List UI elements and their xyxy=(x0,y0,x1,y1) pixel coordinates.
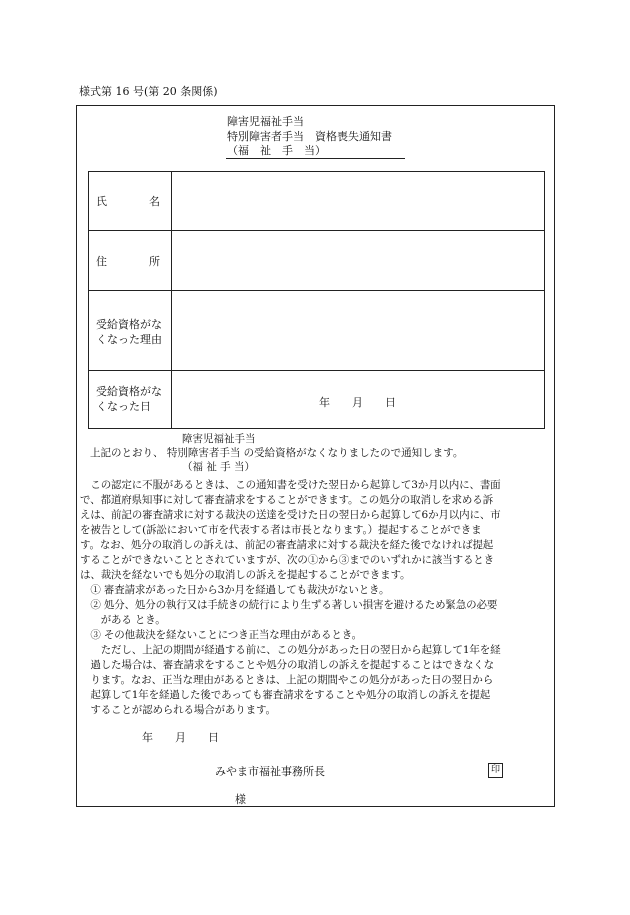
notice-line-3: （福 祉 手 当） xyxy=(182,461,256,473)
notice-text xyxy=(90,432,463,474)
date-label-line-1: 受給資格がな xyxy=(96,385,162,398)
title-line-1: 障害児福祉手当 xyxy=(227,115,304,128)
notice-line-2: 上記のとおり、 特別障害者手当 の受給資格がなくなりましたので通知します。 xyxy=(90,447,464,459)
table-column-divider xyxy=(171,172,172,428)
appeal-line: 過した場合は、審査請求をすることや処分の取消しの訴えを提起することはできなくな xyxy=(80,659,494,671)
row-divider xyxy=(89,370,544,371)
name-label-text-char: 名 xyxy=(149,195,160,208)
appeal-line: す。なお、処分の取消しの訴えは、前記の審査請求に対する裁決を経た後でなければ提起 xyxy=(80,539,494,551)
appeal-line: 起算して1年を経過した後であっても審査請求をすることや処分の取消しの訴えを提起 xyxy=(80,689,491,701)
addressee-suffix: 様 xyxy=(235,793,246,806)
title-underline xyxy=(226,158,405,159)
appeal-line: ただし、上記の期間が経過する前に、この処分があった日の翌日から起算して1年を経 xyxy=(80,644,501,656)
date-label-line-2: くなった日 xyxy=(96,400,151,413)
reason-label xyxy=(96,317,162,347)
notice-line-1: 障害児福祉手当 xyxy=(182,433,256,445)
appeal-line: で、都道府県知事に対して審査請求をすることができます。この処分の取消しを求める訴 xyxy=(80,494,493,506)
title-line-3: （福 祉 手 当） xyxy=(227,144,326,157)
seal-mark: 印 xyxy=(488,763,503,778)
date-label xyxy=(96,384,162,414)
name-label xyxy=(96,194,160,209)
info-table xyxy=(88,171,545,429)
name-label-text-char: 氏 xyxy=(96,195,107,208)
appeal-line: がある とき。 xyxy=(80,614,166,626)
issue-date: 年 月 日 xyxy=(142,731,219,744)
appeal-line: えは、前記の審査請求に対する裁決の送達を受けた日の翌日から起算して6か月以内に、市 xyxy=(80,509,501,521)
loss-date-value: 年 月 日 xyxy=(319,396,396,409)
address-label-text-char: 住 xyxy=(96,255,107,268)
form-number: 様式第 16 号(第 20 条関係) xyxy=(79,85,218,98)
appeal-line: することが認められる場合があります。 xyxy=(80,704,276,716)
appeal-line: することができないこととされていますが、次の①から③までのいずれかに該当するとき xyxy=(80,554,494,566)
row-divider xyxy=(89,290,544,291)
appeal-line: ① 審査請求があった日から3か月を経過しても裁決がないとき。 xyxy=(80,584,390,596)
appeal-line: を被告として(訴訟において市を代表する者は市長となります。）提起することができま xyxy=(80,524,482,536)
reason-label-line-2: くなった理由 xyxy=(96,333,162,346)
appeal-instructions xyxy=(80,478,550,718)
appeal-line: ② 処分、処分の執行又は手続きの続行により生ずる著しい損害を避けるため緊急の必要 xyxy=(80,599,498,611)
appeal-line: ③ その他裁決を経ないことにつき正当な理由があるとき。 xyxy=(80,629,363,641)
appeal-line: この認定に不服があるときは、この通知書を受けた翌日から起算して3か月以内に、書面 xyxy=(80,479,501,491)
title-line-2: 特別障害者手当 資格喪失通知書 xyxy=(227,130,392,143)
appeal-line: は、裁決を経ないでも処分の取消しの訴えを提起することができます。 xyxy=(80,569,411,581)
row-divider xyxy=(89,230,544,231)
appeal-line: ります。なお、正当な理由があるときは、上記の期間やこの処分があった日の翌日から xyxy=(80,674,494,686)
address-label-text-char: 所 xyxy=(149,255,160,268)
reason-label-line-1: 受給資格がな xyxy=(96,318,162,331)
address-label xyxy=(96,254,160,269)
issuer-name: みやま市福祉事務所長 xyxy=(215,765,325,778)
